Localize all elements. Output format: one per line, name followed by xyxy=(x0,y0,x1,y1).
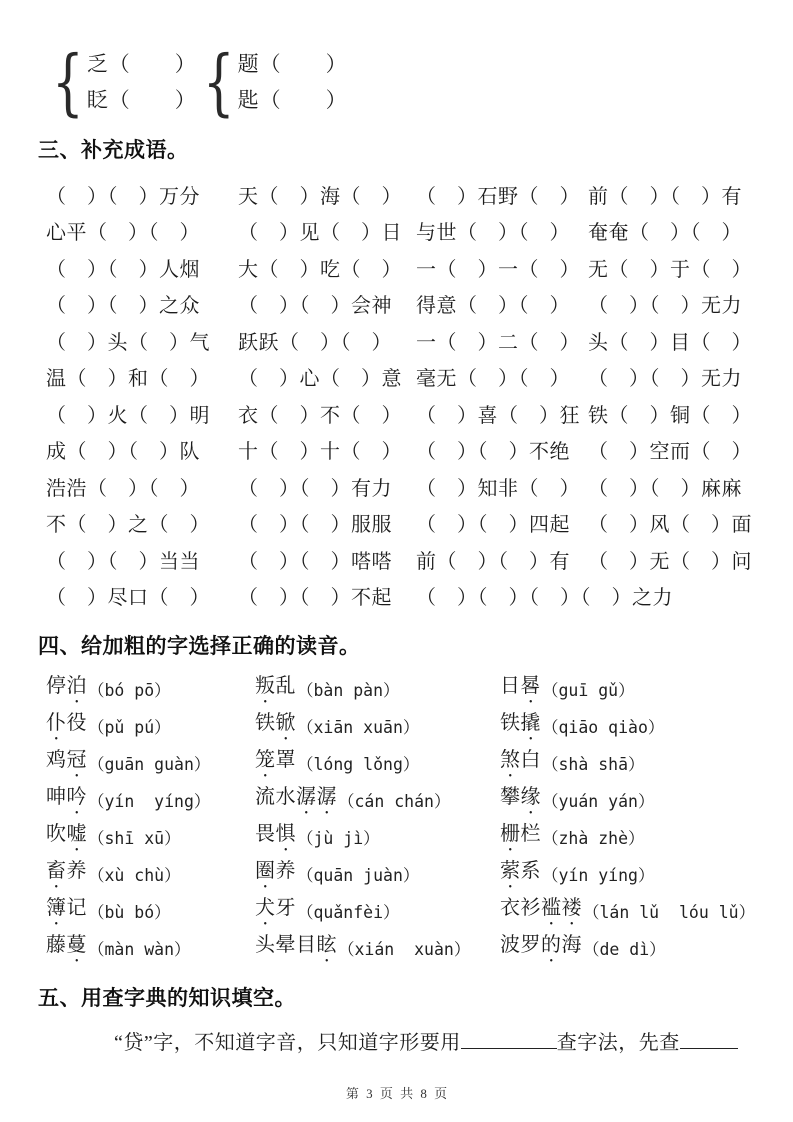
pinyin-item xyxy=(500,781,755,818)
pinyin-item xyxy=(255,670,500,707)
idiom-cell: （ ）（ ）麻麻 xyxy=(588,477,742,500)
pinyin-options: （qiāo qiào） xyxy=(542,717,665,737)
pinyin-item xyxy=(46,781,255,818)
pinyin-word: 吹嘘 xyxy=(46,823,87,845)
section-dictionary xyxy=(38,982,749,1055)
idiom-cell: （ ）（ ）（ ）（ ）之力 xyxy=(416,587,673,610)
pinyin-item xyxy=(500,818,755,855)
pinyin-word: 攀缘 xyxy=(500,786,541,808)
idiom-cell: 衣（ ）不（ ） xyxy=(238,404,402,427)
idiom-cell: 成（ ）（ ）队 xyxy=(46,441,200,464)
pinyin-item xyxy=(500,855,755,892)
idiom-row xyxy=(46,505,752,542)
idiom-cell: （ ）石野（ ） xyxy=(416,185,580,208)
section-pronunciation xyxy=(38,630,756,966)
pinyin-options: （lán lǔ lóu lǔ） xyxy=(583,902,756,922)
idiom-cell: （ ）（ ）当当 xyxy=(46,550,200,573)
pinyin-options: （bó pō） xyxy=(88,680,171,700)
emphasized-char: 叛 xyxy=(255,675,276,697)
pinyin-options: （jù jì） xyxy=(297,828,380,848)
pinyin-word: 仆役 xyxy=(46,712,87,734)
pinyin-word: 藤蔓 xyxy=(46,934,87,956)
idiom-cell: （ ）（ ）不绝 xyxy=(416,441,570,464)
pinyin-options: （zhà zhè） xyxy=(542,828,645,848)
pinyin-options: （guī gǔ） xyxy=(542,680,635,700)
pinyin-word: 萦系 xyxy=(500,860,541,882)
idiom-cell: 浩浩（ ）（ ） xyxy=(46,477,200,500)
idiom-cell: （ ）（ ）不起 xyxy=(238,587,392,610)
idiom-cell: 天（ ）海（ ） xyxy=(238,185,402,208)
idiom-cell: 一（ ）一（ ） xyxy=(416,258,580,281)
pinyin-item xyxy=(255,892,500,929)
idiom-cell: 不（ ）之（ ） xyxy=(46,514,210,537)
pinyin-item xyxy=(255,744,500,781)
pinyin-word: 畏惧 xyxy=(255,823,296,845)
idiom-cell: （ ）无（ ）问 xyxy=(588,550,752,573)
idiom-row xyxy=(46,541,752,578)
idiom-cell: 跃跃（ ）（ ） xyxy=(238,331,392,354)
pinyin-options: （bàn pàn） xyxy=(297,680,400,700)
pinyin-word: 铁撬 xyxy=(500,712,541,734)
pinyin-item xyxy=(500,744,755,781)
sentence-start: “贷”字，不知道字音，只知道字形要用 xyxy=(114,1032,461,1054)
idiom-row xyxy=(46,359,749,396)
emphasized-char: 晷 xyxy=(520,675,541,697)
pinyin-item xyxy=(46,670,255,707)
idiom-cell: （ ）（ ）人烟 xyxy=(46,258,200,281)
pinyin-word: 呻吟 xyxy=(46,786,87,808)
emphasized-char: 褴褛 xyxy=(541,897,582,919)
pinyin-item xyxy=(46,744,255,781)
idiom-row xyxy=(46,213,749,250)
pinyin-word: 圈养 xyxy=(255,860,296,882)
emphasized-char: 眩 xyxy=(316,934,337,956)
idiom-cell: 心平（ ）（ ） xyxy=(46,222,200,245)
bracket-group-1 xyxy=(52,39,197,125)
pinyin-item xyxy=(255,818,500,855)
idiom-cell: （ ）头（ ）气 xyxy=(46,331,210,354)
left-brace-glyph: { xyxy=(52,39,84,125)
section4-title: 四、给加粗的字选择正确的读音。 xyxy=(38,635,361,658)
pinyin-item xyxy=(255,929,500,966)
pinyin-options: （pǔ pú） xyxy=(88,717,171,737)
answer-blank-1 xyxy=(461,1029,557,1049)
left-brace-glyph: { xyxy=(202,39,235,125)
emphasized-char: 的 xyxy=(541,934,562,956)
idiom-row xyxy=(46,322,752,359)
emphasized-char: 嘘 xyxy=(66,823,87,845)
idiom-cell: （ ）心（ ）意 xyxy=(238,368,402,391)
emphasized-char: 煞 xyxy=(500,749,521,771)
pinyin-options: （quǎnfèi） xyxy=(297,902,400,922)
emphasized-char: 仆 xyxy=(46,712,67,734)
idiom-cell: 大（ ）吃（ ） xyxy=(238,258,402,281)
idiom-cell: （ ）空而（ ） xyxy=(588,441,752,464)
idiom-cell: 头（ ）目（ ） xyxy=(588,331,752,354)
emphasized-char: 撬 xyxy=(520,712,541,734)
pinyin-word: 煞白 xyxy=(500,749,541,771)
fill-in-sentence xyxy=(114,1026,749,1055)
pinyin-options: （bù bó） xyxy=(88,902,171,922)
pinyin-word: 鸡冠 xyxy=(46,749,87,771)
pinyin-word: 停泊 xyxy=(46,675,87,697)
pinyin-word: 畜养 xyxy=(46,860,87,882)
emphasized-char: 笼 xyxy=(255,749,276,771)
idiom-row xyxy=(46,249,752,286)
pinyin-word: 栅栏 xyxy=(500,823,541,845)
idiom-cell: 无（ ）于（ ） xyxy=(588,258,752,281)
idiom-row xyxy=(46,432,752,469)
pinyin-word: 头晕目眩 xyxy=(255,934,337,956)
pinyin-word: 叛乱 xyxy=(255,675,296,697)
pinyin-item xyxy=(46,707,255,744)
emphasized-char: 冠 xyxy=(66,749,87,771)
pinyin-options: （xiān xuān） xyxy=(297,717,420,737)
character-blank-row: 匙（ ） xyxy=(237,88,348,112)
pinyin-item xyxy=(255,707,500,744)
idiom-row xyxy=(46,468,749,505)
pinyin-word: 犬牙 xyxy=(255,897,296,919)
idiom-cell: 前（ ）（ ）有 xyxy=(416,550,570,573)
idiom-cell: 得意（ ）（ ） xyxy=(416,295,570,318)
pinyin-word: 簿记 xyxy=(46,897,87,919)
idiom-cell: （ ）（ ）万分 xyxy=(46,185,200,208)
pinyin-item xyxy=(46,892,255,929)
pinyin-item xyxy=(255,781,500,818)
idiom-cell: （ ）火（ ）明 xyxy=(46,404,210,427)
idiom-row xyxy=(46,176,749,213)
character-blank-row: 题（ ） xyxy=(237,52,348,76)
pinyin-word: 笼罩 xyxy=(255,749,296,771)
pinyin-item xyxy=(46,929,255,966)
pinyin-options: （xù chù） xyxy=(88,865,181,885)
emphasized-char: 惧 xyxy=(275,823,296,845)
pinyin-item xyxy=(500,670,755,707)
idiom-cell: 前（ ）（ ）有 xyxy=(588,185,742,208)
idiom-cell: 奄奄（ ）（ ） xyxy=(588,222,742,245)
idiom-cell: 温（ ）和（ ） xyxy=(46,368,210,391)
idiom-cell: （ ）知非（ ） xyxy=(416,477,580,500)
pinyin-options: （shī xū） xyxy=(88,828,181,848)
character-blank-row: 眨（ ） xyxy=(86,88,197,112)
idiom-cell: （ ）喜（ ）狂 xyxy=(416,404,580,427)
pinyin-options: （lóng lǒng） xyxy=(297,754,420,774)
emphasized-char: 潺潺 xyxy=(296,786,337,808)
pinyin-options: （yín yíng） xyxy=(542,865,655,885)
pinyin-item xyxy=(500,929,755,966)
idiom-row xyxy=(46,286,749,323)
emphasized-char: 簿 xyxy=(46,897,67,919)
character-bracket-section xyxy=(52,39,749,125)
pinyin-options: （màn wàn） xyxy=(88,939,191,959)
idiom-cell: 十（ ）十（ ） xyxy=(238,441,402,464)
pinyin-word: 日晷 xyxy=(500,675,541,697)
section3-title: 三、补充成语。 xyxy=(38,139,189,162)
idiom-cell: （ ）（ ）之众 xyxy=(46,295,200,318)
idiom-cell: （ ）（ ）四起 xyxy=(416,514,570,537)
bracket-group-2 xyxy=(202,39,348,125)
pinyin-options: （guān guàn） xyxy=(88,754,211,774)
emphasized-char: 圈 xyxy=(255,860,276,882)
idiom-cell: 与世（ ）（ ） xyxy=(416,222,570,245)
idiom-cell: （ ）尽口（ ） xyxy=(46,587,210,610)
idiom-cell: （ ）（ ）无力 xyxy=(588,295,742,318)
character-blank-row: 乏（ ） xyxy=(86,52,197,76)
emphasized-char: 缘 xyxy=(520,786,541,808)
idiom-cell: 毫无（ ）（ ） xyxy=(416,368,570,391)
pinyin-word: 铁锨 xyxy=(255,712,296,734)
emphasized-char: 犬 xyxy=(255,897,276,919)
idiom-grid xyxy=(46,176,752,614)
pinyin-options: （yín yíng） xyxy=(88,791,211,811)
idiom-cell: （ ）（ ）嗒嗒 xyxy=(238,550,392,573)
emphasized-char: 萦 xyxy=(500,860,521,882)
idiom-row xyxy=(46,395,752,432)
section-idioms xyxy=(38,134,752,614)
emphasized-char: 锨 xyxy=(275,712,296,734)
pinyin-grid xyxy=(46,670,756,966)
emphasized-char: 栅 xyxy=(500,823,521,845)
idiom-cell: （ ）（ ）无力 xyxy=(588,368,742,391)
pinyin-word: 流水潺潺 xyxy=(255,786,337,808)
answer-blank-2 xyxy=(680,1029,738,1049)
idiom-cell: （ ）风（ ）面 xyxy=(588,514,752,537)
pinyin-options: （xián xuàn） xyxy=(338,939,471,959)
idiom-cell: （ ）（ ）会神 xyxy=(238,295,392,318)
emphasized-char: 吟 xyxy=(66,786,87,808)
page-footer: 第 3 页 共 8 页 xyxy=(345,1086,450,1101)
idiom-row xyxy=(46,578,749,615)
pinyin-item xyxy=(255,855,500,892)
section5-title: 五、用查字典的知识填空。 xyxy=(38,987,296,1010)
sentence-middle: 查字法，先查 xyxy=(556,1032,680,1054)
idiom-cell: （ ）见（ ）日 xyxy=(238,222,402,245)
pinyin-item xyxy=(46,818,255,855)
pinyin-options: （quān juàn） xyxy=(297,865,420,885)
pinyin-word: 波罗的海 xyxy=(500,934,582,956)
emphasized-char: 畜 xyxy=(46,860,67,882)
idiom-cell: 铁（ ）铜（ ） xyxy=(588,404,752,427)
pinyin-options: （shà shā） xyxy=(542,754,645,774)
pinyin-options: （de dì） xyxy=(583,939,666,959)
pinyin-item xyxy=(500,707,755,744)
idiom-cell: （ ）（ ）服服 xyxy=(238,514,392,537)
emphasized-char: 蔓 xyxy=(66,934,87,956)
idiom-cell: 一（ ）二（ ） xyxy=(416,331,580,354)
pinyin-word: 衣衫褴褛 xyxy=(500,897,582,919)
idiom-cell: （ ）（ ）有力 xyxy=(238,477,392,500)
pinyin-options: （yuán yán） xyxy=(542,791,655,811)
pinyin-options: （cán chán） xyxy=(338,791,451,811)
pinyin-item xyxy=(500,892,755,929)
pinyin-item xyxy=(46,855,255,892)
emphasized-char: 泊 xyxy=(66,675,87,697)
